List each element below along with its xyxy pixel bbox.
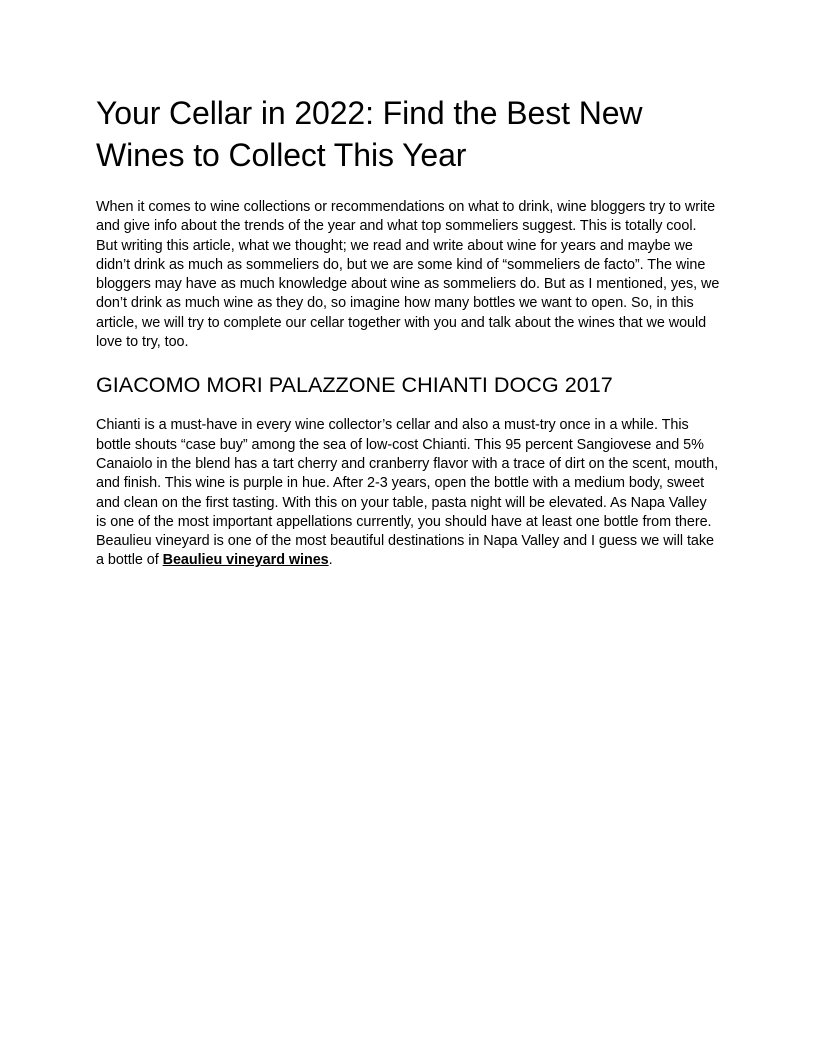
intro-paragraph: When it comes to wine collections or recommendations on what to drink, wine bloggers try to write and give info about the trends of the year and what top sommeliers suggest. This is totally cool. But writing this article, what we thought; we read and write about wine for years and maybe we didn’t drink as much as sommeliers do, but we are some kind of “sommeliers de facto”. The wine bloggers may have as much knowledge about wine as sommeliers do. But as I mentioned, yes, we don’t drink as much wine as they do, so imagine how many bottles we want to open. So, in this article, we will try to complete our cellar together with you and talk about the wines that we would love to try, too. xyxy=(96,199,720,351)
section-paragraph xyxy=(96,416,720,570)
section-body-text: Chianti is a must-have in every wine collector’s cellar and also a must-try once in a while. This bottle shouts “case buy” among the sea of low-cost Chianti. This 95 percent Sangiovese and 5% Canaiolo in the blend has a tart cherry and cranberry flavor with a trace of dirt on the scent, mouth, and finish. This wine is purple in hue. After 2-3 years, open the bottle with a medium body, sweet and clean on the first tasting. With this on your table, pasta night will be elevated. As Napa Valley is one of the most important appellations currently, you should have at least one bottle from there. Beaulieu vineyard is one of the most beautiful destinations in Napa Valley and I guess we will take a bottle of xyxy=(96,417,719,569)
section-heading: GIACOMO MORI PALAZZONE CHIANTI DOCG 2017 xyxy=(96,372,613,398)
article-title: Your Cellar in 2022: Find the Best New Wines to Collect This Year xyxy=(96,95,643,173)
section-trailing-punctuation: . xyxy=(328,552,333,569)
beaulieu-vineyard-link[interactable]: Beaulieu vineyard wines xyxy=(162,552,329,569)
document-page xyxy=(96,92,720,571)
